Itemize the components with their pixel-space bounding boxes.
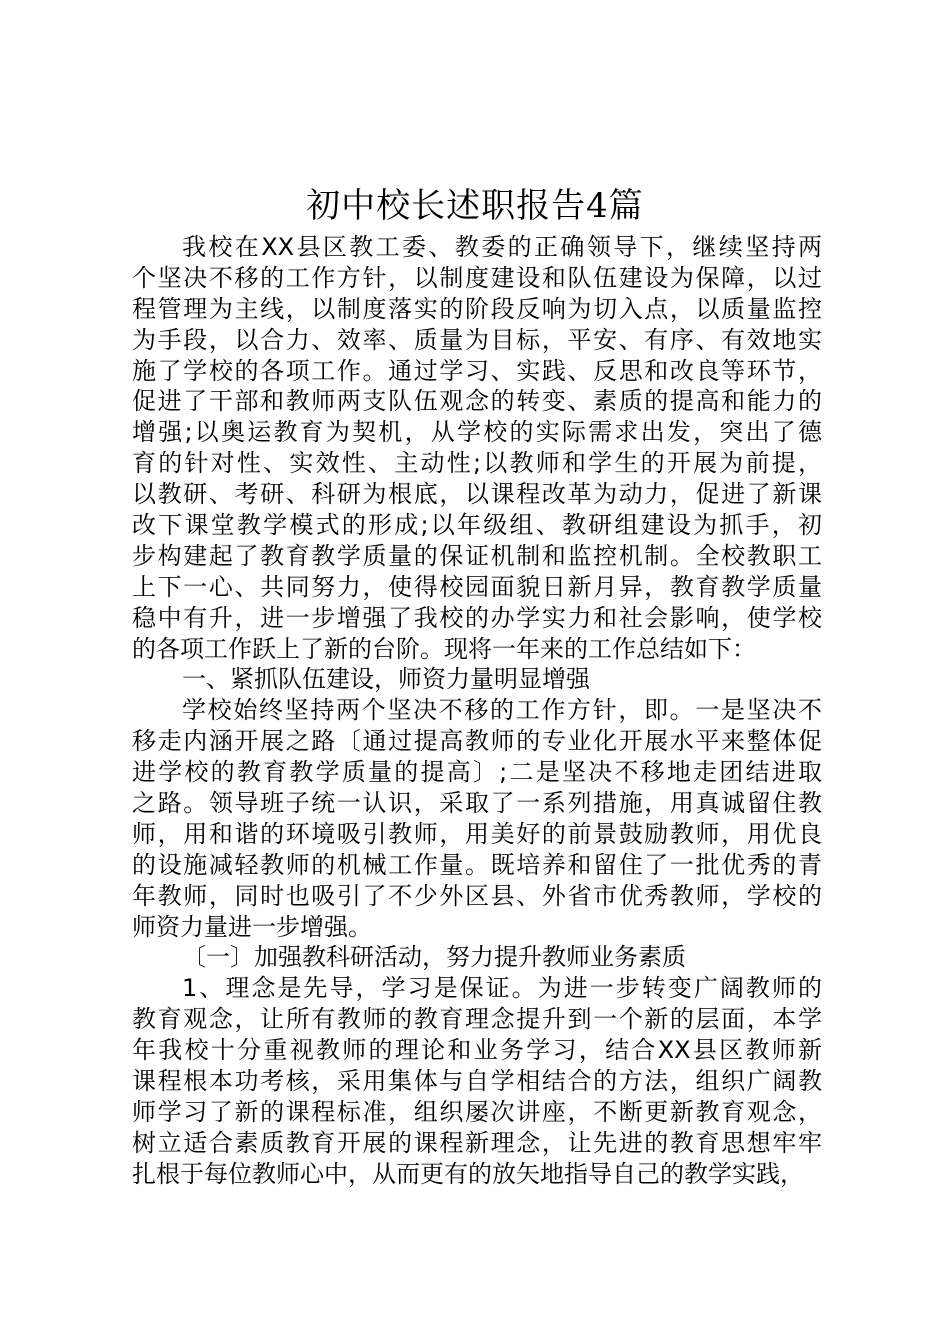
paragraph-line: 年教师，同时也吸引了不少外区县、外省市优秀教师，学校的 xyxy=(132,881,822,910)
paragraph-line: 我校在XX县区教工委、教委的正确领导下，继续坚持两 xyxy=(182,233,822,261)
paragraph-line: 进学校的教育教学质量的提高〕;二是坚决不移地走团结进取 xyxy=(132,758,822,787)
paragraph-line: 移走内涵开展之路〔通过提高教师的专业化开展水平来整体促 xyxy=(132,727,822,756)
paragraph-line: 增强;以奥运教育为契机，从学校的实际需求出发，突出了德 xyxy=(132,418,822,447)
paragraph-line: 稳中有升，进一步增强了我校的办学实力和社会影响，使学校 xyxy=(132,603,822,632)
subsection-heading: 〔一〕加强教科研活动，努力提升教师业务素质 xyxy=(182,943,686,972)
paragraph-line: 师学习了新的课程标准，组织屡次讲座，不断更新教育观念， xyxy=(132,1097,822,1126)
paragraph-line: 改下课堂教学模式的形成;以年级组、教研组建设为抓手，初 xyxy=(132,511,822,540)
paragraph-line: 课程根本功考核，采用集体与自学相结合的方法，组织广阔教 xyxy=(132,1067,822,1096)
paragraph-line: 年我校十分重视教师的理论和业务学习，结合XX县区教师新 xyxy=(132,1036,822,1065)
section-heading: 一、紧抓队伍建设，师资力量明显增强 xyxy=(182,665,590,694)
paragraph-line: 以教研、考研、科研为根底，以课程改革为动力，促进了新课 xyxy=(132,480,822,509)
paragraph-line: 育的针对性、实效性、主动性;以教师和学生的开展为前提， xyxy=(132,449,822,478)
paragraph-line: 的各项工作跃上了新的台阶。现将一年来的工作总结如下： xyxy=(132,634,756,663)
paragraph-line: 的设施减轻教师的机械工作量。既培养和留住了一批优秀的青 xyxy=(132,850,822,879)
document-title: 初中校长述职报告4篇 xyxy=(306,186,644,226)
paragraph-line: 教育观念，让所有教师的教育理念提升到一个新的层面，本学 xyxy=(132,1005,822,1034)
paragraph-line: 之路。领导班子统一认识，采取了一系列措施，用真诚留住教 xyxy=(132,789,822,818)
paragraph-line: 促进了干部和教师两支队伍观念的转变、素质的提高和能力的 xyxy=(132,387,822,416)
paragraph-line: 个坚决不移的工作方针，以制度建设和队伍建设为保障，以过 xyxy=(132,263,822,292)
paragraph-line: 程管理为主线，以制度落实的阶段反响为切入点，以质量监控 xyxy=(132,294,822,323)
paragraph-line: 学校始终坚持两个坚决不移的工作方针，即。一是坚决不 xyxy=(182,696,822,725)
paragraph-line: 师，用和谐的环境吸引教师，用美好的前景鼓励教师，用优良 xyxy=(132,819,822,848)
paragraph-line: 为手段，以合力、效率、质量为目标，平安、有序、有效地实 xyxy=(132,325,822,354)
paragraph-line: 树立适合素质教育开展的课程新理念，让先进的教育思想牢牢 xyxy=(132,1128,822,1157)
paragraph-line: 步构建起了教育教学质量的保证机制和监控机制。全校教职工 xyxy=(132,541,822,570)
document-body xyxy=(132,232,822,1190)
paragraph-line: 上下一心、共同努力，使得校园面貌日新月异，教育教学质量 xyxy=(132,572,822,601)
paragraph-line: 施了学校的各项工作。通过学习、实践、反思和改良等环节， xyxy=(132,356,822,385)
paragraph-line: 扎根于每位教师心中，从而更有的放矢地指导自己的教学实践， xyxy=(132,1159,804,1188)
paragraph-line: 1、理念是先导，学习是保证。为进一步转变广阔教师的 xyxy=(182,974,822,1003)
paragraph-line: 师资力量进一步增强。 xyxy=(132,912,372,941)
